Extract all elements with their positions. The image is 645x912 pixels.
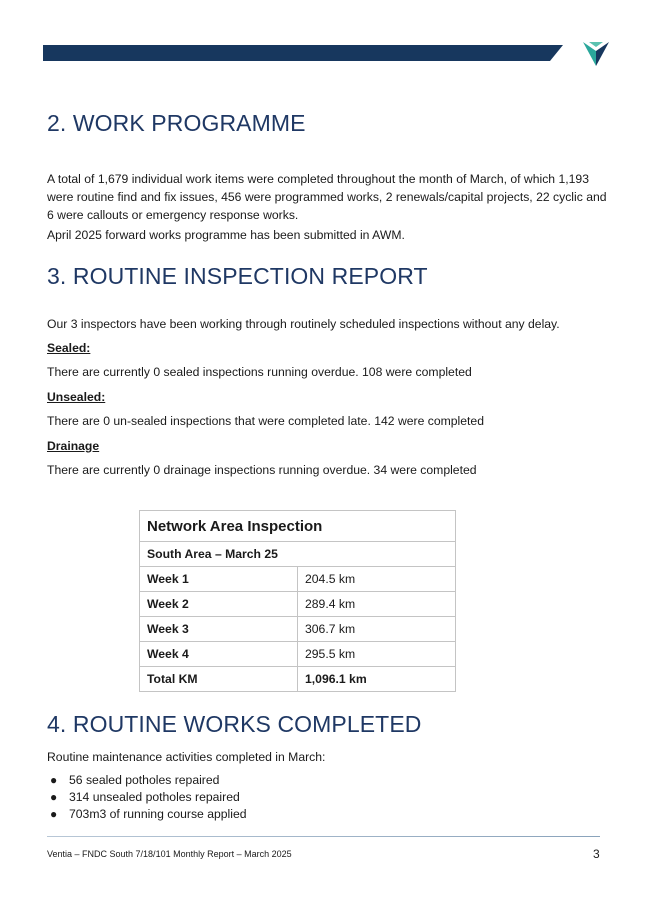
week-label: Week 1 — [140, 567, 298, 592]
header-bar — [43, 45, 563, 61]
work-programme-paragraph: A total of 1,679 individual work items were completed throughout the month of March, of which 1,193 were routine find and fix issues, 456 were programmed works, 2 renewals/capital projects, 22 cyclic and 6 were callouts or emergency response works. — [47, 172, 607, 222]
page-number: 3 — [593, 847, 600, 861]
table-subtitle-row — [140, 542, 456, 567]
total-value: 1,096.1 km — [298, 667, 456, 692]
week-value: 295.5 km — [298, 642, 456, 667]
network-inspection-table — [139, 510, 456, 692]
bullet-icon: ● — [50, 773, 58, 787]
sealed-text: There are currently 0 sealed inspections running overdue. 108 were completed — [47, 365, 472, 379]
forward-works-paragraph: April 2025 forward works programme has been submitted in AWM. — [47, 228, 405, 242]
week-label: Week 2 — [140, 592, 298, 617]
footer-text: Ventia – FNDC South 7/18/101 Monthly Report – March 2025 — [47, 849, 292, 859]
table-title: Network Area Inspection — [140, 511, 456, 542]
table-row — [140, 617, 456, 642]
ventia-logo-icon — [583, 42, 609, 66]
list-item: ● 314 unsealed potholes repaired — [50, 790, 240, 804]
unsealed-subheading: Unsealed: — [47, 390, 106, 404]
week-value: 306.7 km — [298, 617, 456, 642]
total-label: Total KM — [140, 667, 298, 692]
section-3-heading: 3. ROUTINE INSPECTION REPORT — [47, 263, 428, 289]
unsealed-text: There are 0 un-sealed inspections that were completed late. 142 were completed — [47, 414, 484, 428]
drainage-subheading: Drainage — [47, 439, 100, 453]
table-row — [140, 642, 456, 667]
list-item: ● 703m3 of running course applied — [50, 807, 247, 821]
sealed-subheading: Sealed: — [47, 341, 91, 355]
table-row — [140, 567, 456, 592]
routine-works-intro: Routine maintenance activities completed in March: — [47, 750, 326, 764]
section-4-heading: 4. ROUTINE WORKS COMPLETED — [47, 711, 422, 737]
drainage-text: There are currently 0 drainage inspections running overdue. 34 were completed — [47, 463, 477, 477]
bullet-icon: ● — [50, 790, 58, 804]
footer-divider — [47, 836, 600, 837]
table-subtitle: South Area – March 25 — [140, 542, 456, 567]
week-label: Week 4 — [140, 642, 298, 667]
routine-works-list — [47, 772, 247, 823]
week-value: 204.5 km — [298, 567, 456, 592]
inspectors-paragraph: Our 3 inspectors have been working through routinely scheduled inspections without any delay. — [47, 317, 560, 331]
table-row — [140, 592, 456, 617]
table-title-row — [140, 511, 456, 542]
bullet-icon: ● — [50, 807, 58, 821]
list-item: ● 56 sealed potholes repaired — [50, 773, 220, 787]
week-label: Week 3 — [140, 617, 298, 642]
week-value: 289.4 km — [298, 592, 456, 617]
table-total-row — [140, 667, 456, 692]
section-2-heading: 2. WORK PROGRAMME — [47, 110, 306, 136]
